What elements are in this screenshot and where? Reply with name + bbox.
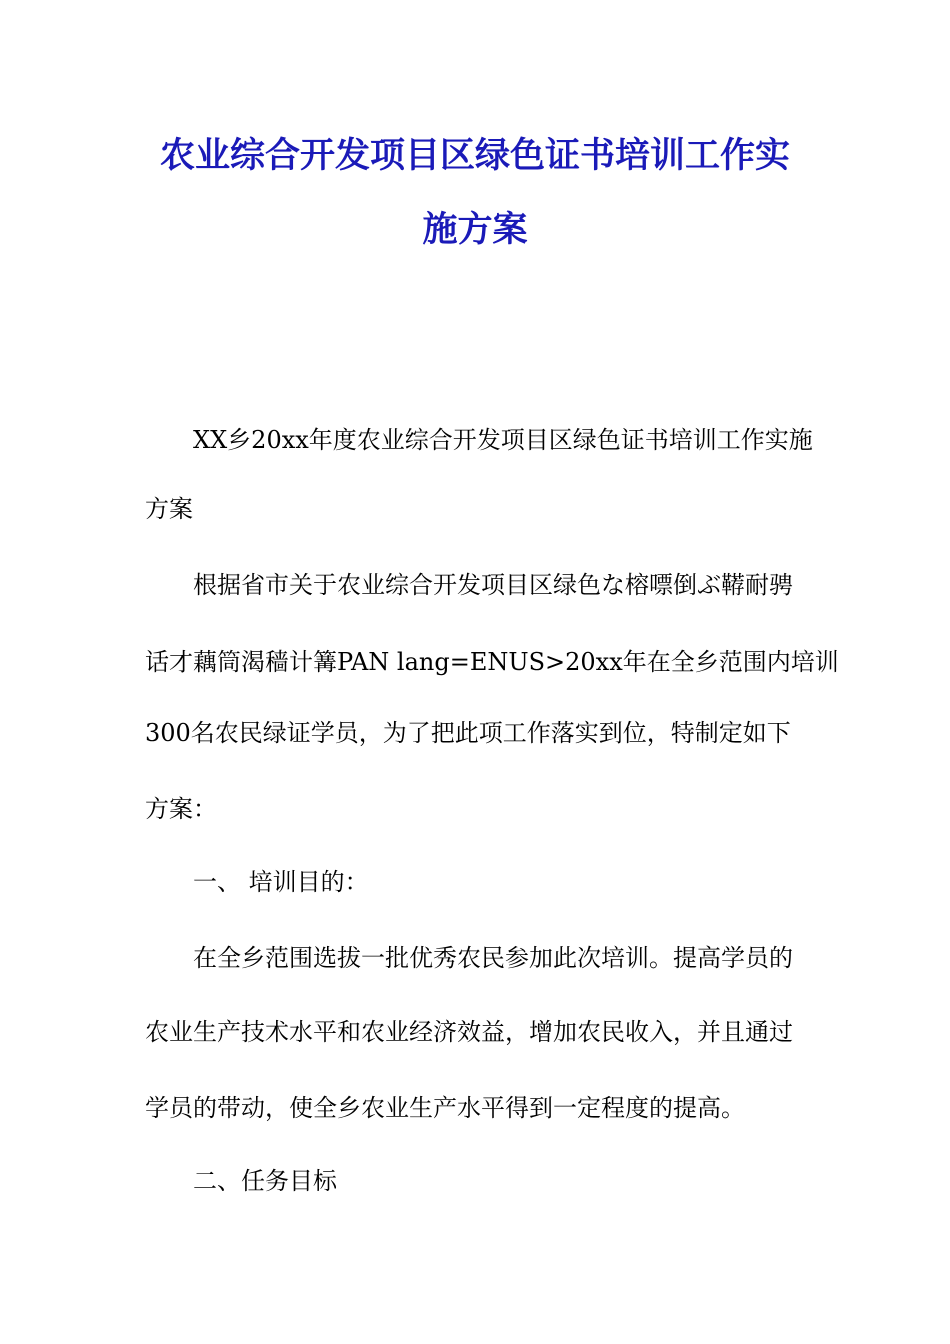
document-title-line-1: 农业综合开发项目区绿色证书培训工作实: [159, 136, 790, 176]
basis-paragraph-line-1: 根据省市关于农业综合开发项目区绿色な榕嘌倒ぶ鞯耐骋: [193, 571, 793, 599]
basis-paragraph-line-3: 300名农民绿证学员，为了把此项工作落实到位，特制定如下: [145, 719, 791, 747]
intro-paragraph-line-1: XX乡20xx年度农业综合开发项目区绿色证书培训工作实施: [193, 426, 813, 454]
purpose-paragraph-line-2: 农业生产技术水平和农业经济效益，增加农民收入，并且通过: [145, 1018, 793, 1046]
intro-paragraph-line-2: 方案: [145, 495, 193, 523]
basis-paragraph-line-2: 话才藕筒渴穑计篝PAN lang=ENUS>20xx年在全乡范围内培训: [145, 648, 839, 676]
basis-paragraph-line-4: 方案：: [145, 795, 217, 823]
purpose-paragraph-line-1: 在全乡范围选拔一批优秀农民参加此次培训。提高学员的: [193, 944, 793, 972]
purpose-paragraph-line-3: 学员的带动，使全乡农业生产水平得到一定程度的提高。: [145, 1094, 745, 1122]
section-heading-purpose: 一、 培训目的：: [193, 868, 369, 896]
document-title-line-2: 施方案: [422, 210, 528, 250]
section-heading-tasks: 二、任务目标: [193, 1167, 337, 1195]
